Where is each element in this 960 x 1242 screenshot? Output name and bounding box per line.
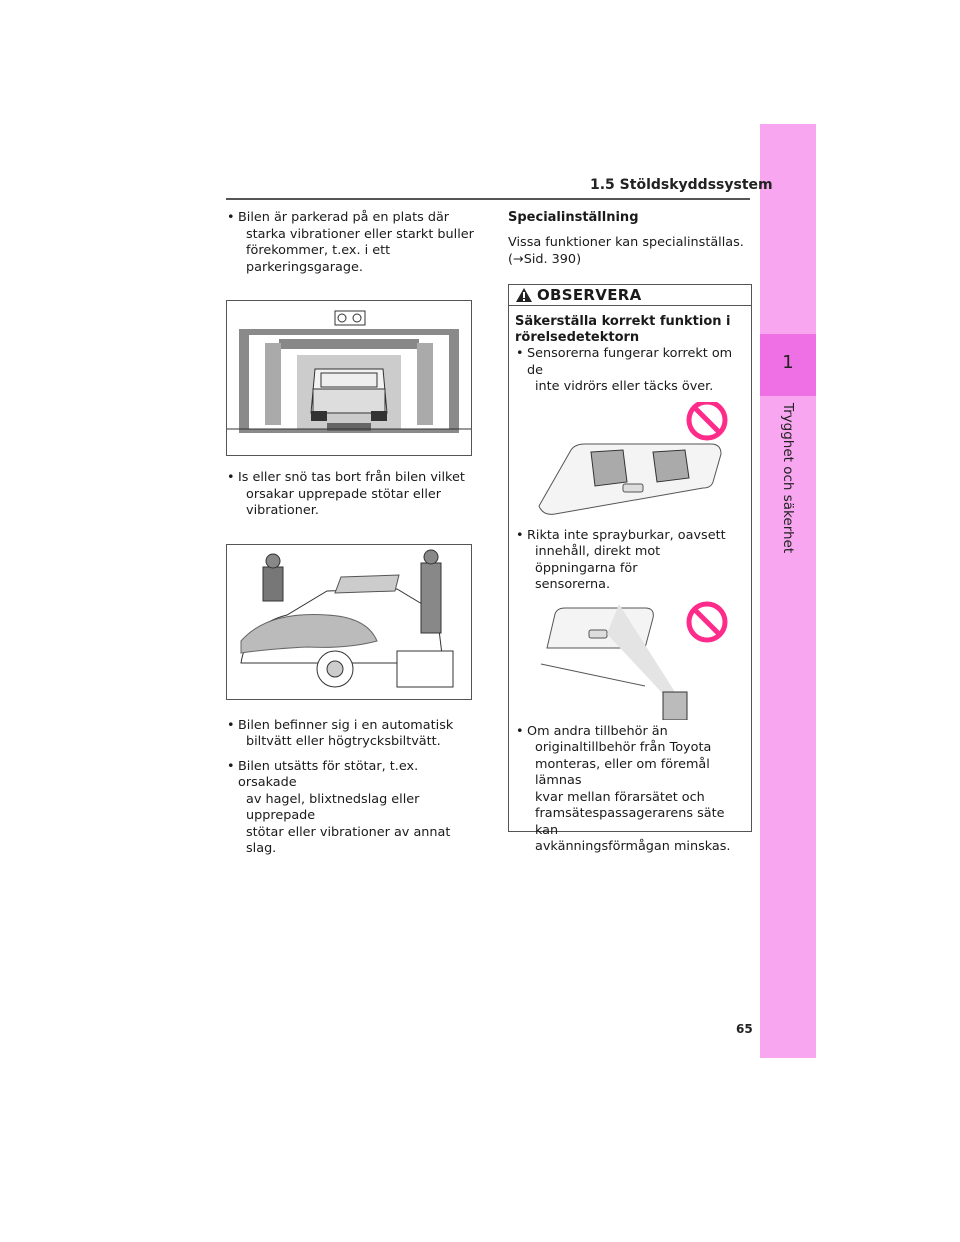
warning-icon [515,287,533,303]
header-rule [226,198,750,200]
chapter-number: 1 [782,352,794,373]
page-reference-link[interactable]: (→Sid. 390) [508,252,582,267]
page-number: 65 [736,1022,753,1036]
observera-header [509,285,751,306]
figure-spray-can [515,600,743,720]
bullet-ice-snow: • Is eller snö tas bort från bilen vilket orsakar upprepade stötar eller vibrationer. [226,470,474,520]
special-setting-heading: Specialinställning [508,210,639,225]
car-wash-illustration [227,301,471,455]
section-header: 1.5 Stöldskyddssystem [590,177,773,193]
special-setting-text: Vissa funktioner kan specialinställas. (→Sid. 390) [508,235,744,267]
chapter-tab-strip [760,124,816,1058]
right-column [508,210,752,268]
snow-removal-illustration [227,545,471,699]
observera-title: OBSERVERA [537,286,642,304]
bullet-sensors-touch: • Sensorerna fungerar korrekt om de inte vidrörs eller täcks över. [515,346,745,396]
observera-body [509,306,751,856]
observera-sub-heading: Säkerställa korrekt funktion i rörelsedetektorn [515,314,731,345]
figure-car-wash-tunnel [226,300,472,456]
left-column [226,210,474,858]
figure-covered-sensor [515,402,743,522]
figure-snow-removal [226,544,472,700]
chapter-title: Trygghet och säkerhet [780,402,796,554]
bullet-parking-garage: • Bilen är parkerad på en plats där starka vibrationer eller starkt buller förekommer, t.ex. i ett parkeringsgarage. [226,210,474,276]
bullet-spray: • Rikta inte sprayburkar, oavsett innehåll, direkt mot öppningarna för sensorerna. [515,528,745,594]
observera-box [508,284,752,854]
bullet-impacts: • Bilen utsätts för stötar, t.ex. orsakade av hagel, blixtnedslag eller upprepade stötar eller vibrationer av annat slag. [226,759,474,858]
bullet-accessories: • Om andra tillbehör än originaltillbehör från Toyota monteras, eller om föremål lämnas kvar mellan förarsätet och framsätespassagerarens säte kan avkänningsförmågan minskas. [515,724,745,856]
bullet-car-wash: • Bilen befinner sig i en automatisk biltvätt eller högtrycksbiltvätt. [226,718,474,751]
